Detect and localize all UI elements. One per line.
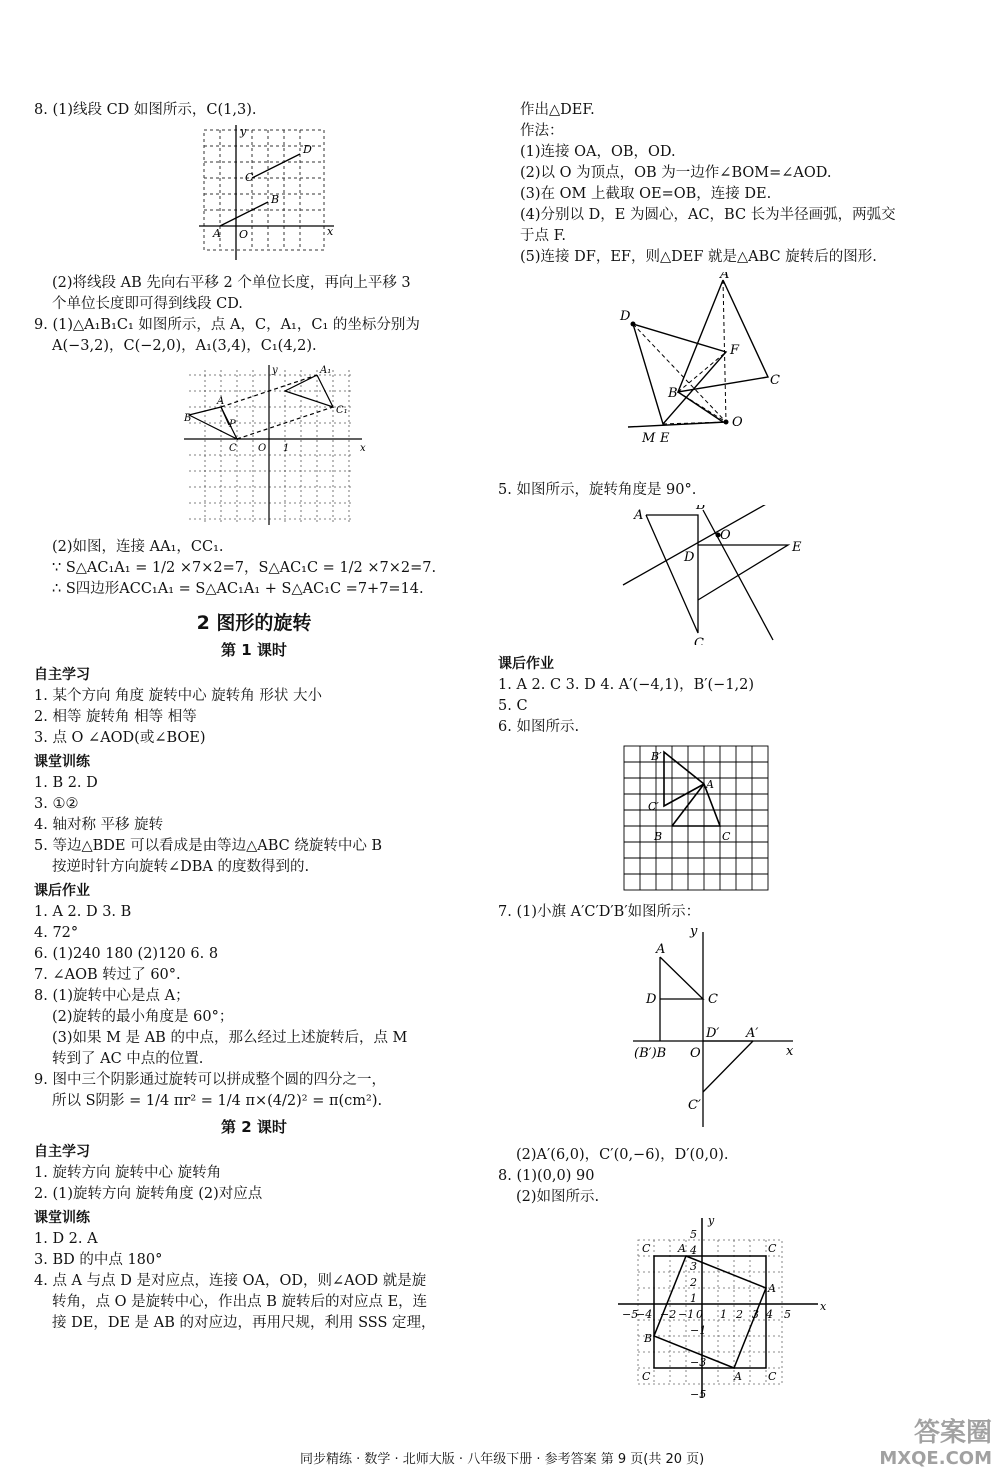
- ct1-line2: 3. ①②: [34, 796, 79, 812]
- ct2-line1: 1. D 2. A: [34, 1231, 98, 1247]
- hw2-line3: 6. 如图所示.: [498, 719, 580, 735]
- svg-text:2: 2: [690, 1276, 697, 1289]
- svg-text:A: A: [768, 1282, 776, 1295]
- watermark-url: MXQE.COM: [879, 1448, 992, 1469]
- svg-text:C: C: [642, 1370, 651, 1383]
- chapter-title: 2 图形的旋转: [196, 612, 312, 634]
- svg-text:C₁: C₁: [336, 405, 348, 416]
- svg-text:A: A: [656, 942, 666, 957]
- svg-text:5: 5: [784, 1308, 791, 1321]
- class-training-heading-2: 课堂训练: [34, 1210, 90, 1226]
- q7-line: 7. (1)小旗 A′C′D′B′如图所示：: [498, 904, 701, 920]
- svg-text:A: A: [634, 508, 644, 523]
- x-axis-label: x: [327, 225, 334, 238]
- svg-text:O: O: [732, 415, 743, 430]
- svg-text:A₁: A₁: [320, 365, 332, 376]
- svg-text:A: A: [213, 227, 221, 240]
- q8-rotation-figure: [498, 1212, 968, 1406]
- q6-figure: [498, 742, 968, 898]
- q7-figure: [498, 927, 968, 1141]
- q5-line: 5. 如图所示，旋转角度是 90°.: [498, 482, 697, 498]
- svg-text:O: O: [239, 228, 249, 241]
- svg-text:C: C: [768, 1242, 777, 1255]
- svg-text:3: 3: [752, 1308, 759, 1321]
- hw1-line4: 7. ∠AOB 转过了 60°.: [34, 967, 181, 983]
- q5-figure: [498, 505, 968, 649]
- svg-text:D: D: [646, 992, 657, 1007]
- svg-text:C: C: [708, 992, 718, 1007]
- q8r-line2: (2)如图所示.: [516, 1189, 600, 1205]
- cont-line1: 作出△DEF.: [520, 102, 595, 118]
- svg-text:−2: −2: [660, 1308, 677, 1321]
- right-column: [498, 100, 968, 1410]
- svg-text:1: 1: [283, 443, 290, 454]
- svg-text:B: B: [644, 1332, 653, 1345]
- cont-line2: 作法：: [520, 123, 564, 139]
- self-study-heading-2: 自主学习: [34, 1144, 90, 1160]
- svg-text:C′: C′: [648, 800, 659, 813]
- q8-figure: [34, 125, 474, 269]
- ss1-line1: 1. 某个方向 角度 旋转中心 旋转角 形状 大小: [34, 688, 322, 704]
- q8-line2: (2)将线段 AB 先向右平移 2 个单位长度，再向上平移 3: [52, 275, 411, 291]
- self-study-heading-1: 自主学习: [34, 667, 90, 683]
- hw2-line2: 5. C: [498, 698, 528, 714]
- ss2-line2: 2. (1)旋转方向 旋转角度 (2)对应点: [34, 1186, 263, 1202]
- q9-line3: (2)如图，连接 AA₁，CC₁.: [52, 539, 224, 555]
- svg-text:−4: −4: [636, 1308, 653, 1321]
- q9-line2: A(−3,2)，C(−2,0)，A₁(3,4)，C₁(4,2).: [52, 338, 317, 354]
- hw1-line8: 转到了 AC 中点的位置.: [52, 1051, 204, 1067]
- svg-text:(B′)B: (B′)B: [634, 1046, 667, 1061]
- watermark: [879, 1420, 992, 1472]
- svg-text:A: A: [706, 778, 714, 791]
- svg-text:4: 4: [690, 1244, 697, 1257]
- svg-text:B′: B′: [651, 750, 662, 763]
- page-footer: 同步精练 · 数学 · 北师大版 · 八年级下册 · 参考答案 第 9 页(共 20 页): [300, 1452, 705, 1467]
- y-axis-label: y: [240, 125, 247, 138]
- svg-text:O: O: [690, 1046, 701, 1061]
- svg-text:y: y: [708, 1214, 715, 1227]
- lesson-1-title: 第 1 课时: [221, 641, 287, 659]
- cont-line7: 于点 F.: [520, 228, 567, 244]
- svg-text:0: 0: [696, 1308, 703, 1321]
- svg-text:−1: −1: [678, 1308, 695, 1321]
- cont-line5: (3)在 OM 上截取 OE=OB，连接 DE.: [520, 186, 772, 202]
- svg-text:D: D: [684, 550, 695, 565]
- ct1-line1: 1. B 2. D: [34, 775, 98, 791]
- ct1-line5: 按逆时针方向旋转∠DBA 的度数得到的.: [52, 859, 310, 875]
- ct2-line5: 接 DE，DE 是 AB 的对应边，再用尺规，利用 SSS 定理，: [52, 1315, 436, 1331]
- q8-line3: 个单位长度即可得到线段 CD.: [52, 296, 243, 312]
- ct2-line2: 3. BD 的中点 180°: [34, 1252, 163, 1268]
- svg-text:y: y: [690, 927, 698, 939]
- q8-line1: 8. (1)线段 CD 如图所示，C(1,3).: [34, 102, 257, 118]
- cont-line6: (4)分别以 D，E 为圆心，AC，BC 长为半径画弧，两弧交: [520, 207, 896, 223]
- svg-text:B: B: [654, 830, 663, 843]
- svg-text:4: 4: [766, 1308, 773, 1321]
- svg-text:y: y: [272, 365, 278, 376]
- svg-text:2: 2: [736, 1308, 743, 1321]
- ct1-line3: 4. 轴对称 平移 旋转: [34, 817, 164, 833]
- ss2-line1: 1. 旋转方向 旋转中心 旋转角: [34, 1165, 222, 1181]
- svg-text:B: B: [184, 413, 192, 424]
- svg-text:B: B: [696, 505, 706, 513]
- homework-heading-2: 课后作业: [498, 656, 554, 672]
- ct2-line4: 转角，点 O 是旋转中心，作出点 B 旋转后的对应点 E，连: [52, 1294, 428, 1310]
- svg-text:A: A: [678, 1242, 686, 1255]
- svg-text:1: 1: [720, 1308, 727, 1321]
- hw1-line3: 6. (1)240 180 (2)120 6. 8: [34, 946, 219, 962]
- svg-text:E: E: [660, 431, 670, 446]
- hw1-line1: 1. A 2. D 3. B: [34, 904, 132, 920]
- svg-text:x: x: [360, 443, 366, 454]
- hw1-line5: 8. (1)旋转中心是点 A；: [34, 988, 190, 1004]
- ct2-line3: 4. 点 A 与点 D 是对应点，连接 OA，OD，则∠AOD 就是旋: [34, 1273, 427, 1289]
- svg-text:1: 1: [690, 1292, 697, 1305]
- svg-text:C: C: [245, 171, 254, 184]
- cont-line8: (5)连接 DF，EF，则△DEF 就是△ABC 旋转后的图形.: [520, 249, 877, 265]
- hw1-line10: 所以 S阴影 = 1/4 πr² = 1/4 π×(4/2)² = π(cm²).: [52, 1093, 383, 1109]
- hw1-line6: (2)旋转的最小角度是 60°；: [52, 1009, 234, 1025]
- svg-text:A: A: [217, 396, 225, 407]
- svg-text:P: P: [229, 419, 236, 430]
- hw2-line1: 1. A 2. C 3. D 4. A′(−4,1)，B′(−1,2): [498, 677, 755, 693]
- svg-text:C: C: [642, 1242, 651, 1255]
- svg-text:C: C: [694, 636, 704, 645]
- q9-figure: [34, 361, 474, 533]
- q9-line4: ∵ S△AC₁A₁ = 1/2 ×7×2=7，S△AC₁C = 1/2 ×7×2=7.: [52, 560, 437, 576]
- svg-text:O: O: [258, 443, 267, 454]
- ct1-line4: 5. 等边△BDE 可以看成是由等边△ABC 绕旋转中心 B: [34, 838, 383, 854]
- svg-text:B: B: [668, 386, 678, 401]
- svg-text:C: C: [229, 443, 237, 454]
- cont-line4: (2)以 O 为顶点，OB 为一边作∠BOM=∠AOD.: [520, 165, 832, 181]
- lesson-2-title: 第 2 课时: [221, 1118, 287, 1136]
- svg-text:x: x: [786, 1044, 794, 1059]
- ss1-line2: 2. 相等 旋转角 相等 相等: [34, 709, 197, 725]
- class-training-heading-1: 课堂训练: [34, 754, 90, 770]
- svg-text:E: E: [792, 540, 802, 555]
- svg-text:M: M: [642, 431, 656, 446]
- svg-text:A′: A′: [746, 1026, 759, 1041]
- svg-text:−3: −3: [690, 1356, 707, 1369]
- svg-text:D′: D′: [706, 1026, 720, 1041]
- svg-text:D: D: [620, 309, 631, 324]
- hw1-line2: 4. 72°: [34, 925, 79, 941]
- svg-text:3: 3: [690, 1260, 697, 1273]
- svg-text:5: 5: [690, 1228, 697, 1241]
- svg-text:A: A: [720, 272, 730, 282]
- svg-text:C: C: [722, 830, 731, 843]
- left-column: [34, 100, 474, 1334]
- svg-text:x: x: [820, 1300, 827, 1313]
- svg-text:C: C: [768, 1370, 777, 1383]
- svg-text:−5: −5: [690, 1388, 707, 1401]
- watermark-logo: 答案圈: [913, 1418, 992, 1448]
- cont-line3: (1)连接 OA，OB，OD.: [520, 144, 676, 160]
- hw1-line7: (3)如果 M 是 AB 的中点，那么经过上述旋转后，点 M: [52, 1030, 408, 1046]
- svg-text:B: B: [271, 193, 280, 206]
- svg-text:A: A: [734, 1370, 742, 1383]
- q9-line1: 9. (1)△A₁B₁C₁ 如图所示，点 A，C，A₁，C₁ 的坐标分别为: [34, 317, 420, 333]
- svg-text:C′: C′: [688, 1098, 701, 1113]
- homework-heading-1: 课后作业: [34, 883, 90, 899]
- svg-text:C: C: [770, 373, 780, 388]
- ss1-line3: 3. 点 O ∠AOD(或∠BOE): [34, 730, 206, 746]
- rotation-construction-figure: [498, 272, 968, 476]
- svg-text:F: F: [730, 343, 740, 358]
- svg-text:−5: −5: [622, 1308, 639, 1321]
- svg-text:D: D: [303, 143, 312, 156]
- q8r-line1: 8. (1)(0,0) 90: [498, 1168, 595, 1184]
- hw1-line9: 9. 图中三个阴影通过旋转可以拼成整个圆的四分之一，: [34, 1072, 386, 1088]
- q7b-line: (2)A′(6,0)，C′(0,−6)，D′(0,0).: [516, 1147, 729, 1163]
- svg-text:−1: −1: [690, 1324, 707, 1337]
- svg-text:O: O: [720, 528, 731, 543]
- q9-line5: ∴ S四边形ACC₁A₁ = S△AC₁A₁ + S△AC₁C =7+7=14.: [52, 581, 424, 597]
